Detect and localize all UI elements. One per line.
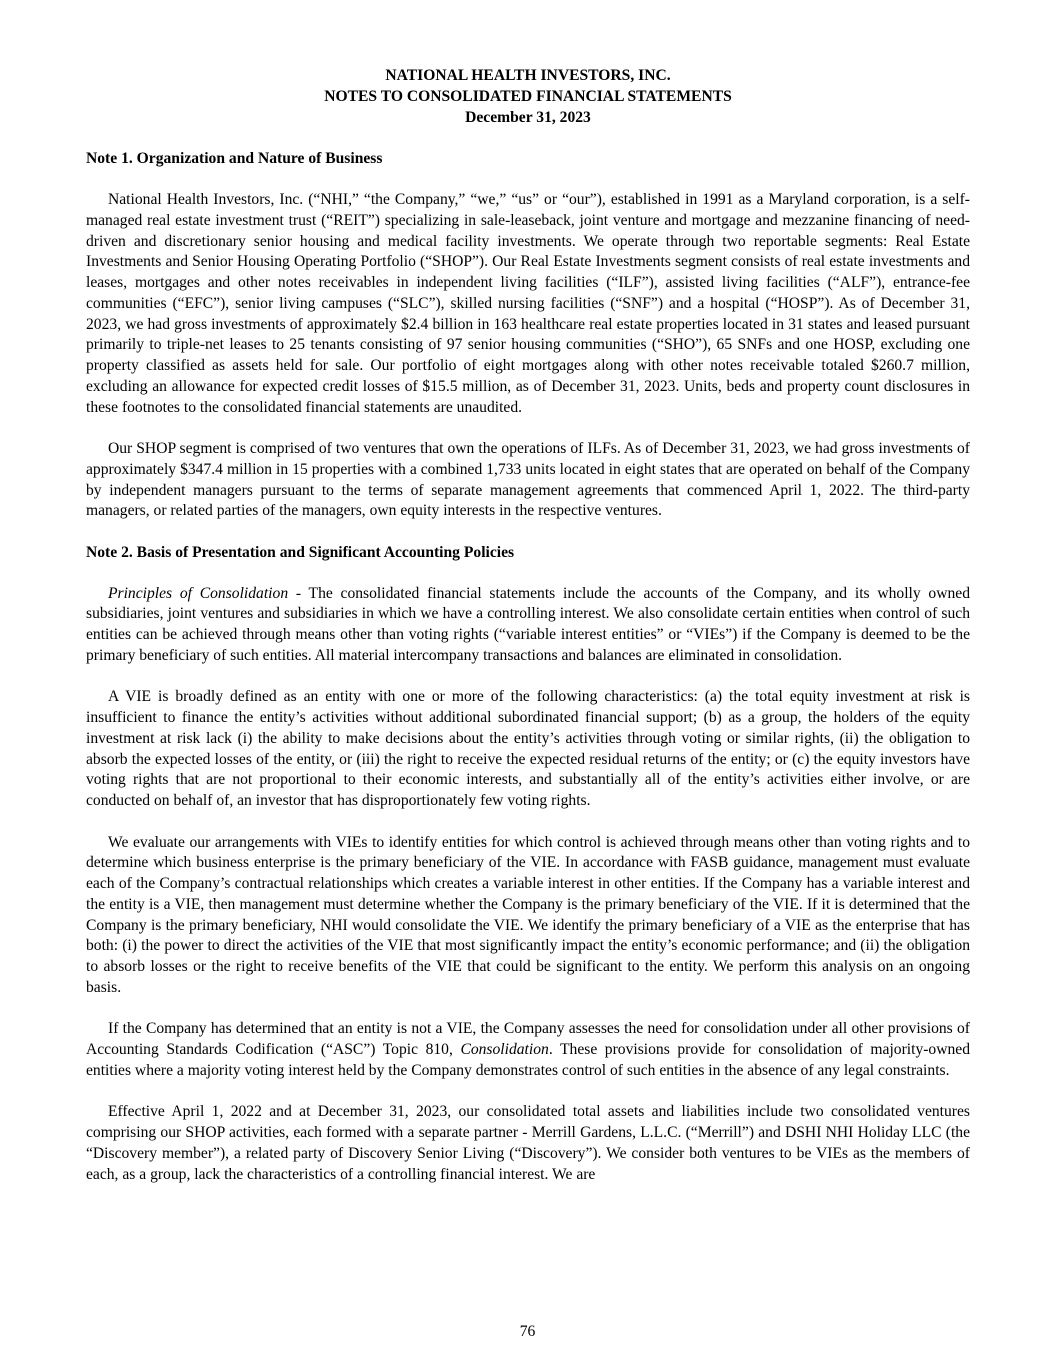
note-2-paragraph — [86, 584, 970, 667]
document-title: NOTES TO CONSOLIDATED FINANCIAL STATEMENTS — [324, 87, 732, 105]
note-2-heading: Note 2. Basis of Presentation and Significant Accounting Policies — [86, 543, 515, 561]
note-2-paragraph: We evaluate our arrangements with VIEs to identify entities for which control is achieved through means other than voting rights and to determine which business enterprise is the primary beneficiary of the VIE. In accordance with FASB guidance, management must evaluate each of the Company’s contractual relationships which creates a variable interest in other entities. If the Company has a variable interest and the entity is a VIE, then management must determine whether the Company is the primary beneficiary of the VIE. If it is determined that the Company is the primary beneficiary, NHI would consolidate the VIE. We identify the primary beneficiary of a VIE as the enterprise that has both: (i) the power to direct the activities of the VIE that most significantly impact the entity’s economic performance; and (ii) the obligation to absorb losses or the right to receive benefits of the VIE that could be significant to the entity. We perform this analysis on an ongoing basis. — [86, 833, 970, 996]
document-date: December 31, 2023 — [465, 108, 591, 126]
document-page — [86, 66, 970, 1206]
note-2-paragraph — [86, 1019, 970, 1081]
note-2-paragraph: Effective April 1, 2022 and at December 31, 2023, our consolidated total assets and liabilities include two consolidated ventures comprising our SHOP activities, each formed with a separate partner - Merrill Gardens, L.L.C. (“Merrill”) and DSHI NHI Holiday LLC (the “Discovery member”), a related party of Discovery Senior Living (“Discovery”). We consider both ventures to be VIEs as the members of each, as a group, lack the characteristics of a controlling financial interest. We are — [86, 1103, 970, 1183]
document-header — [86, 66, 970, 128]
page-number: 76 — [519, 1323, 536, 1340]
paragraph-text: If the Company has determined that an entity is not a VIE, the Company assesses the need for consolidation under all other provisions of Accounting Standards Codification (“ASC”) Topic 810, — [86, 1020, 970, 1058]
note-1-heading: Note 1. Organization and Nature of Business — [86, 150, 383, 168]
principles-subheading: Principles of Consolidation — [108, 584, 289, 602]
note-1-paragraph: National Health Investors, Inc. (“NHI,” “the Company,” “we,” “us” or “our”), established in 1991 as a Maryland corporation, is a self-managed real estate investment trust (“REIT”) specializing in sale-leaseback, joint venture and mortgage and mezzanine financing of need-driven and discretionary senior housing and medical facility investments. We operate through two reportable segments: Real Estate Investments and Senior Housing Operating Portfolio (“SHOP”). Our Real Estate Investments segment consists of real estate investments and leases, mortgages and other notes receivables in independent living facilities (“ILF”), assisted living facilities (“ALF”), entrance-fee communities (“EFC”), senior living campuses (“SLC”), skilled nursing facilities (“SNF”) and a hospital (“HOSP”). As of December 31, 2023, we had gross investments of approximately $2.4 billion in 163 healthcare real estate properties located in 31 states and leased pursuant primarily to triple-net leases to 25 tenants consisting of 97 senior housing communities (“SHO”), 65 SNFs and one HOSP, excluding one property classified as assets held for sale. Our portfolio of eight mortgages along with other notes receivable totaled $260.7 million, excluding an allowance for expected credit losses of $15.5 million, as of December 31, 2023. Units, beds and property count disclosures in these footnotes to the consolidated financial statements are unaudited. — [86, 191, 970, 416]
topic-name: Consolidation — [460, 1041, 549, 1058]
paragraph-text: - The consolidated financial statements include the accounts of the Company, and its wholly owned subsidiaries, joint ventures and subsidiaries in which we have a controlling interest. We also consolidate certain entities when control of such entities can be achieved through means other than voting rights (“variable interest entities” or “VIEs”) if the Company is deemed to be the primary beneficiary of such entities. All material intercompany transactions and balances are eliminated in consolidation. — [86, 584, 970, 664]
paragraph-text: . These provisions provide for consolidation of majority-owned entities where a majority voting interest held by the Company demonstrates control of such entities in the absence of any legal constraints. — [86, 1041, 971, 1079]
company-name: NATIONAL HEALTH INVESTORS, INC. — [385, 67, 671, 84]
note-1-paragraph: Our SHOP segment is comprised of two ventures that own the operations of ILFs. As of December 31, 2023, we had gross investments of approximately $347.4 million in 15 properties with a combined 1,733 units located in eight states that are operated on behalf of the Company by independent managers pursuant to the terms of separate management agreements that commenced April 1, 2022. The third-party managers, or related parties of the managers, own equity interests in the respective ventures. — [86, 440, 970, 520]
note-2-paragraph: A VIE is broadly defined as an entity with one or more of the following characteristics: (a) the total equity investment at risk is insufficient to finance the entity’s activities without additional subordinated financial support; (b) as a group, the holders of the equity investment at risk lack (i) the ability to make decisions about the entity’s activities through voting or similar rights, (ii) the obligation to absorb the expected losses of the entity, or (iii) the right to receive the expected residual returns of the entity; or (c) the equity investors have voting rights that are not proportional to their economic interests, and substantially all of the entity’s activities either involve, or are conducted on behalf of, an investor that has disproportionately few voting rights. — [86, 688, 970, 809]
